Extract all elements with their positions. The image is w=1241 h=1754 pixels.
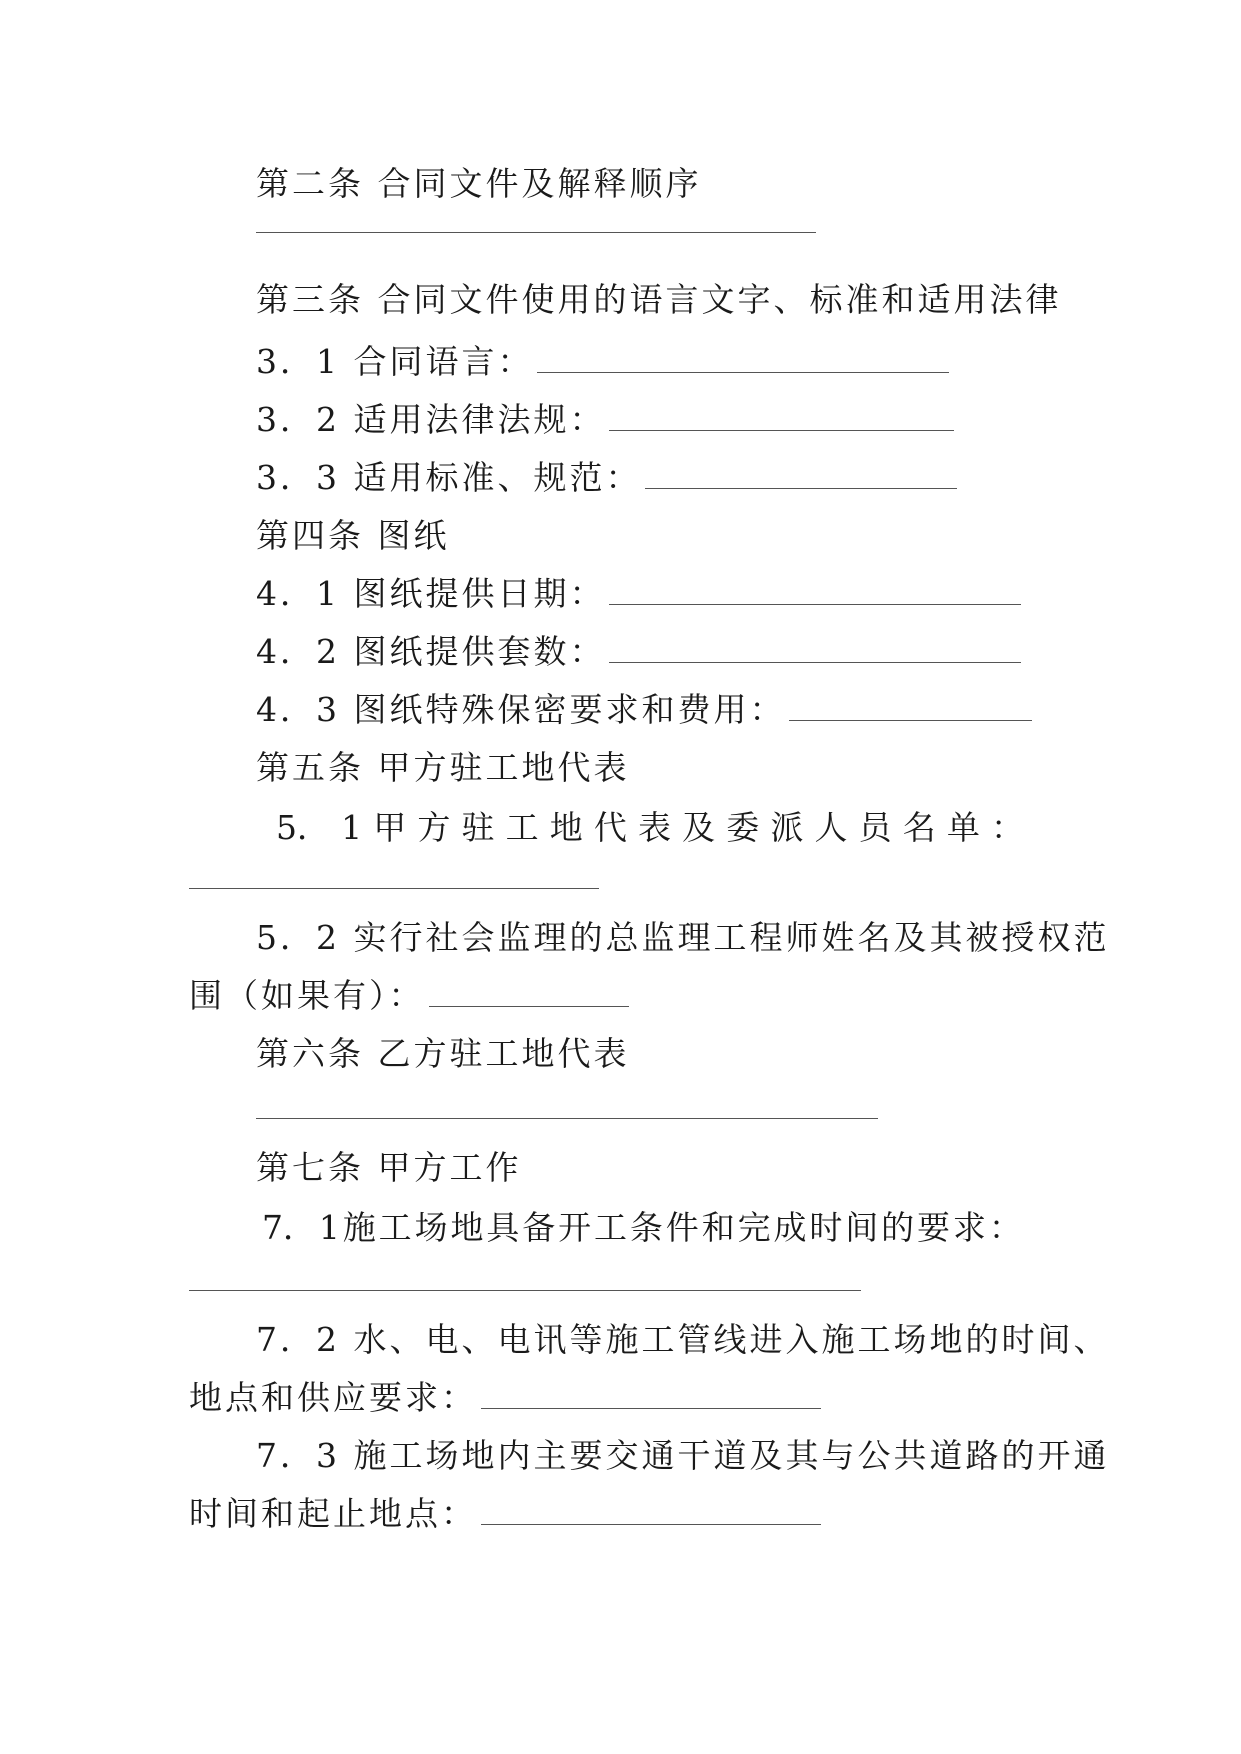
clause-7-1-blank	[189, 1290, 861, 1291]
clause-7-3-blank	[481, 1520, 821, 1525]
clause-7-1-char: 7．	[262, 1208, 316, 1247]
clause-5-1-char: 驻	[461, 808, 495, 847]
clause-5-1-char: 表	[638, 808, 671, 847]
clause-7-1-char: 间	[845, 1208, 879, 1247]
clause-7-1-char: 的	[881, 1208, 915, 1247]
clause-5-2-text: 围（如果有）：	[189, 976, 425, 1015]
clause-4-1	[256, 574, 1021, 614]
clause-7-1-char: 开	[558, 1208, 592, 1247]
article-2-heading: 第二条 合同文件及解释顺序	[256, 164, 702, 203]
article-2-blank	[256, 232, 816, 233]
clause-5-1-char: 5．	[276, 808, 330, 847]
clause-7-1-char: 时	[809, 1208, 843, 1247]
clause-5-1-blank	[189, 888, 599, 889]
clause-7-1-char: 和	[701, 1208, 735, 1247]
clause-7-3-line2	[189, 1494, 821, 1534]
clause-7-1-char: 工	[594, 1208, 628, 1247]
clause-5-1-char: 人	[814, 808, 848, 847]
clause-4-1-blank	[609, 600, 1021, 605]
clause-5-1-char: 工	[505, 808, 539, 847]
clause-7-1-char: 成	[773, 1208, 807, 1247]
clause-5-1-char: 1	[341, 808, 363, 847]
clause-5-1-char: ：	[991, 808, 1024, 847]
clause-5-1-char: 派	[770, 808, 804, 847]
article-3-heading: 第三条 合同文件使用的语言文字、标准和适用法律	[256, 280, 1062, 319]
clause-7-1-char: 件	[665, 1208, 699, 1247]
clause-4-2	[256, 632, 1021, 672]
clause-5-1-char: 地	[549, 808, 583, 847]
clause-7-1-char: 具	[486, 1208, 520, 1247]
clause-4-1-text: 4．1 图纸提供日期：	[256, 574, 606, 613]
article-7-heading: 第七条 甲方工作	[256, 1148, 522, 1187]
clause-3-1-text: 3．1 合同语言：	[256, 342, 534, 381]
clause-7-2-blank	[481, 1404, 821, 1409]
clause-5-2-line2	[189, 976, 629, 1016]
clause-3-1	[256, 342, 949, 382]
clause-7-1-char: 求	[952, 1208, 986, 1247]
clause-5-1	[276, 808, 1024, 848]
clause-5-1-char: 及	[682, 808, 716, 847]
clause-7-1-char: 工	[378, 1208, 412, 1247]
article-6-heading: 第六条 乙方驻工地代表	[256, 1034, 630, 1073]
clause-5-1-char: 甲	[373, 808, 407, 847]
clause-4-3	[256, 690, 1032, 730]
clause-7-2-text: 地点和供应要求：	[189, 1378, 477, 1417]
clause-4-3-text: 4．3 图纸特殊保密要求和费用：	[256, 690, 786, 729]
clause-5-1-char: 名	[902, 808, 936, 847]
clause-7-1-char: 条	[629, 1208, 663, 1247]
clause-3-2	[256, 400, 954, 440]
clause-7-1-char: ：	[988, 1208, 1022, 1247]
article-6-blank	[256, 1118, 878, 1119]
clause-7-2-line2	[189, 1378, 821, 1418]
clause-5-2-blank	[429, 1002, 629, 1007]
clause-5-1-char: 单	[946, 808, 980, 847]
clause-3-2-blank	[609, 426, 954, 431]
clause-7-1-char: 备	[522, 1208, 556, 1247]
clause-7-3-text: 时间和起止地点：	[189, 1494, 477, 1533]
clause-7-1-char: 完	[737, 1208, 771, 1247]
clause-3-2-text: 3．2 适用法律法规：	[256, 400, 606, 439]
clause-7-1-char: 1	[318, 1208, 340, 1247]
clause-5-1-char: 方	[417, 808, 451, 847]
clause-3-1-blank	[537, 368, 949, 373]
clause-7-2-line1: 7．2 水、电、电讯等施工管线进入施工场地的时间、	[256, 1320, 1110, 1359]
clause-4-2-blank	[609, 658, 1021, 663]
clause-5-1-char: 委	[726, 808, 760, 847]
clause-7-1-char: 场	[414, 1208, 448, 1247]
clause-3-3-text: 3．3 适用标准、规范：	[256, 458, 642, 497]
clause-7-1-char: 要	[917, 1208, 951, 1247]
clause-5-2-line1: 5．2 实行社会监理的总监理工程师姓名及其被授权范	[256, 918, 1110, 957]
article-5-heading: 第五条 甲方驻工地代表	[256, 748, 630, 787]
clause-3-3	[256, 458, 957, 498]
clause-5-1-char: 代	[593, 808, 627, 847]
clause-4-3-blank	[789, 716, 1032, 721]
clause-7-1-char: 施	[342, 1208, 376, 1247]
article-4-heading: 第四条 图纸	[256, 516, 450, 555]
clause-7-1-char: 地	[450, 1208, 484, 1247]
clause-3-3-blank	[645, 484, 957, 489]
clause-5-1-char: 员	[858, 808, 892, 847]
clause-7-3-line1: 7．3 施工场地内主要交通干道及其与公共道路的开通	[256, 1436, 1110, 1475]
clause-7-1	[262, 1208, 1022, 1248]
clause-4-2-text: 4．2 图纸提供套数：	[256, 632, 606, 671]
